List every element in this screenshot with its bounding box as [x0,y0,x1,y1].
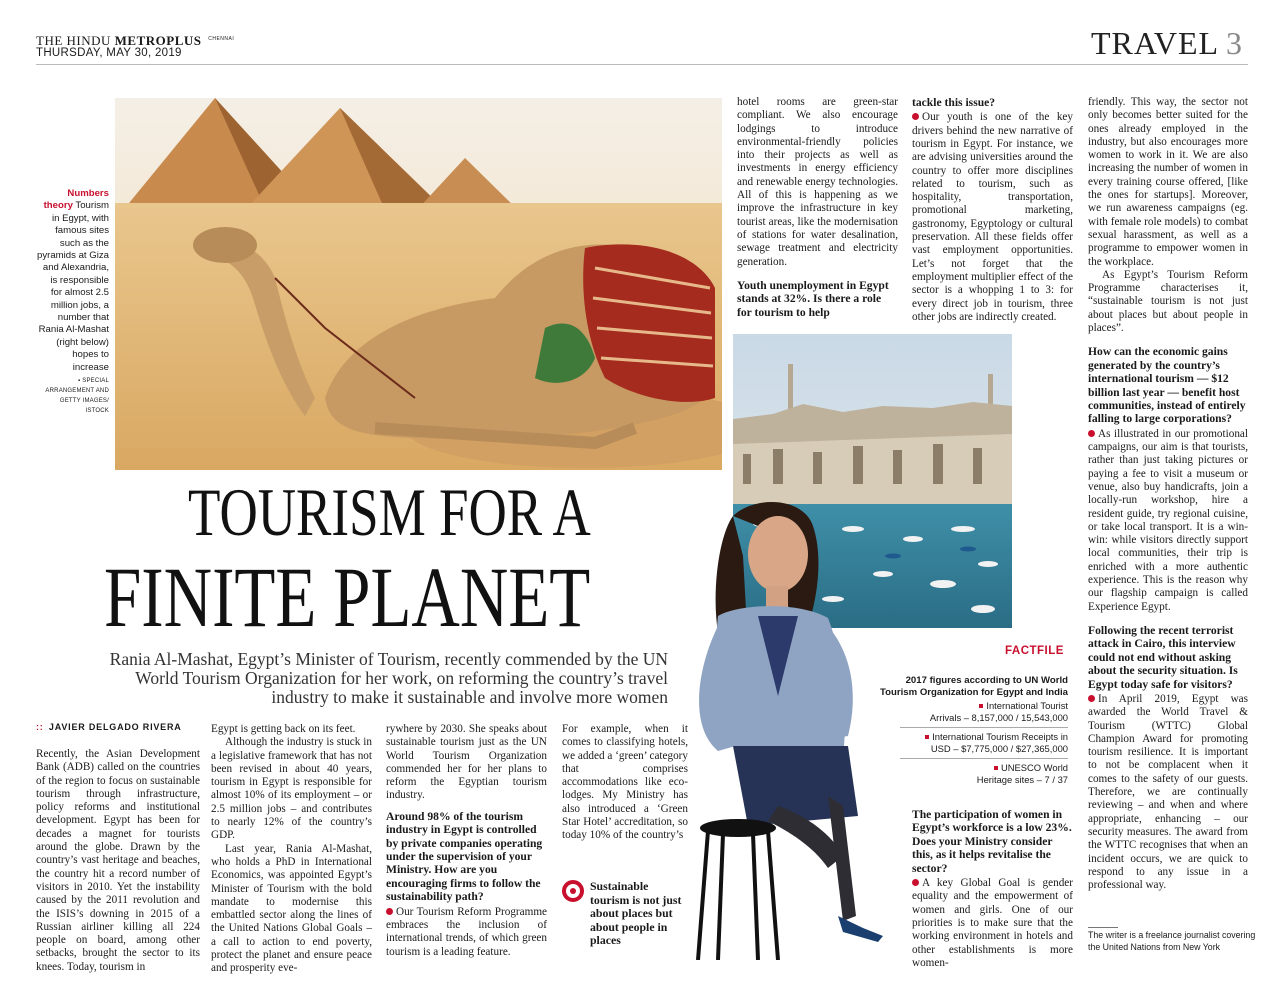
answer-bullet-icon [1088,695,1095,702]
page-number: 3 [1226,25,1242,61]
interview-question: Following the recent terrorist attack in Cairo, this interview could not end without asking about the security situation. Is Egypt today safe for visitors? [1088,623,1238,691]
factfile-intro: 2017 figures according to UN World Tourism Organization for Egypt and India [880,675,1068,698]
interview-question: The participation of women in Egypt’s workforce is a low 23%. Does your Ministry consider this, as it helps revitalise the sector? [912,808,1072,875]
article-column-4 [562,723,688,843]
interview-question: How can the economic gains generated by the country’s international tourism — $12 billion last year — benefit host communities, instead of entirely falling to large corporations? [1088,345,1246,426]
issue-date: THURSDAY, MAY 30, 2019 [36,47,182,59]
photo-credit: ▪ SPECIAL ARRANGEMENT AND GETTY IMAGES/ ISTOCK [45,378,109,415]
pyramids-camel-photo [115,98,722,470]
paragraph: friendly. This way, the sector not only becomes better suited for the ones already employed in the industry, but also encourages more women to work in it. We are also increasing the number of women in every training course offered, [like the ones for startups]. Moreover, we run awareness campaigns (eg. with female role models) to combat sexual harassment, as well as a programme to empower women in the workplace. [1088,96,1248,268]
article-column-6 [912,96,1073,324]
paragraph: For example, when it comes to classifying hotels, we added a ‘green’ category that comprises accommodations like eco-lodges. My Ministry has also introduced a ‘Green Star Hotel’ accreditation, so today 10% of the country’s [562,723,688,842]
factfile-title: FACTFILE [1005,645,1064,657]
factfile-value: Arrivals – 8,157,000 / 15,543,000 [929,712,1068,723]
article-column-5 [737,96,898,321]
article-column-6b [912,808,1073,970]
writer-note: The writer is a freelance journalist covering the United Nations from New York [1088,930,1256,952]
factfile-item [880,762,1068,786]
article-column-2 [211,723,372,976]
bullet-icon [979,704,983,708]
factfile-label: UNESCO World [1000,762,1068,773]
paragraph: Last year, Rania Al-Mashat, who holds a PhD in International Economics, was appointed Egypt’s Minister of Tourism with the bold mandate to modernise this embattled sector along the lines of the United Nations Global Goals – a call to action to end poverty, protect the planet and ensure peace and prosperity eve- [211,842,372,975]
factfile-label: International Tourism Receipts in [932,731,1068,742]
headline-line-2: FINITE PLANET [104,549,591,645]
interview-answer: A key Global Goal is gender equality and the empowerment of women and girls. One of our priorities is to make sure that the working environment in hotels and other establishments is more women- [912,877,1073,969]
masthead-rule [36,64,1248,65]
edition-city: CHENNAI [208,36,235,42]
byline-mark: :: [36,722,44,732]
answer-bullet-icon [912,113,919,120]
paragraph: Egypt is getting back on its feet. [211,723,356,735]
paragraph: rywhere by 2030. She speaks about sustainable tourism just as the UN World Tourism Organization commended her for her plans to reform the Egyptian tourism industry. [386,723,547,802]
factfile-value: USD – $7,775,000 / $27,365,000 [930,743,1068,754]
bullet-icon [925,735,929,739]
factfile-label: International Tourist [986,700,1068,711]
pull-quote: Sustainable tourism is not just about places but about people in places [590,879,682,948]
caption-lead: Numbers theory [43,188,109,212]
standfirst: Rania Al-Mashat, Egypt’s Minister of Tourism, recently commended by the UN World Tourism Organization for her work, on reforming the country’s travel industry to make it sustainable and involve more women [109,649,668,707]
factfile-divider [900,758,1068,759]
writer-note-rule [1088,927,1118,928]
article-column-3 [386,723,547,959]
bullet-icon [994,766,998,770]
interview-answer: Our Tourism Reform Programme embraces the inclusion of international trends, of which green tourism is a leading feature. [386,905,547,958]
paragraph: Although the industry is stuck in a legislative framework that has not been revised in about 40 years, tourism in Egypt is responsible for almost 10% of its employment – or 2.5 million jobs – and contributes to nearly 12% of the country’s GDP. [211,736,372,842]
answer-bullet-icon [1088,430,1095,437]
headline-line-1: TOURISM FOR A [188,474,591,550]
paper-name: THE HINDU [36,33,111,48]
byline-author: JAVIER DELGADO RIVERA [48,722,182,732]
factfile-divider [900,727,1068,728]
interview-question-end: tackle this issue? [912,96,996,109]
interview-answer: Our youth is one of the key drivers behind the new narrative of tourism in Egypt. For instance, we are advising universities around the country to offer more disciplines related to tourism, such as hospitality, transportation, promotional marketing, gastronomy, Egyptology or cultural preservation. All these fields offer vast employment opportunities. Let’s not forget that the employment multiplier effect of the sector is a whopping 1 to 3: for every direct job in tourism, three other jobs are indirectly created. [912,111,1073,323]
paragraph: Recently, the Asian Development Bank (ADB) called on the countries of the region to focus on sustainable tourism through infrastructure, policy reforms and institutional development. Egypt has been for decades a magnet for tourists around the globe. Drawn by the country’s vast heritage and beaches, the country hit a record number of visitors in 2010. Yet the instability caused by the 2011 revolution and the ISIS’s downing in 2015 of a Russian airliner killing all 224 people on board, among other setbacks, brought the sector to its knees. Today, tourism in [36,748,200,973]
byline [36,722,182,732]
section-title: TRAVEL [1091,25,1220,61]
factfile-value: Heritage sites – 7 / 37 [976,774,1068,785]
article-column-7 [1088,96,1248,892]
caption-text: Tourism in Egypt, with famous sites such as the pyramids at Giza and Alexandria, is responsible for almost 2.5 million jobs, a number that Rania Al-Mashat (right below) hopes to increase [37,200,109,373]
factfile-item [880,731,1068,755]
minister-portrait-photo [678,496,910,960]
interview-question: Around 98% of the tourism industry in Egypt is controlled by private companies operating under the supervision of your Ministry. How are you encouraging firms to follow the sustainability path? [386,809,543,904]
paragraph: hotel rooms are green-star compliant. We also encourage lodgings to introduce environmental-friendly policies into their projects as well as investments in energy efficiency and renewable energy technologies. All of this is happening as we improve the infrastructure in key tourist areas, like the modernisation of stations for water desalination, sewage treatment and electricity generation. [737,96,898,268]
answer-bullet-icon [386,908,393,915]
interview-answer: As illustrated in our promotional campaigns, our aim is that tourists, rather than just taking pictures or paying a fee to visit a museum or venue, also buy handicrafts, join a locally-run workshop, hire a resident guide, try regional cuisine, or take local transport. It is a win-win: while visitors directly support local communities, their trip is enriched with a more authentic experience. This is the reason why our flagship campaign is called Experience Egypt. [1088,427,1248,613]
photo-caption [37,188,109,416]
paragraph: As Egypt’s Tourism Reform Programme characterises it, “sustainable tourism is not just about places but about people in places”. [1088,268,1248,335]
interview-answer: In April 2019, Egypt was awarded the World Travel & Tourism (WTTC) Global Champion Award for promoting tourism resilience. It is important to not be complacent when it comes to the safety of our guests. Therefore, we are continually reviewing – and when and where appropriate, enhancing – our security measures. The award from the WTTC recognises that when an incident occurs, we are quick to respond to any issue in a professional way. [1088,692,1248,892]
answer-bullet-icon [912,879,919,886]
supplement-name: METROPLUS [114,33,202,48]
interview-question: Youth unemployment in Egypt stands at 32%. Is there a role for tourism to help [737,278,889,319]
article-column-1 [36,748,200,974]
factfile-item [880,700,1068,724]
